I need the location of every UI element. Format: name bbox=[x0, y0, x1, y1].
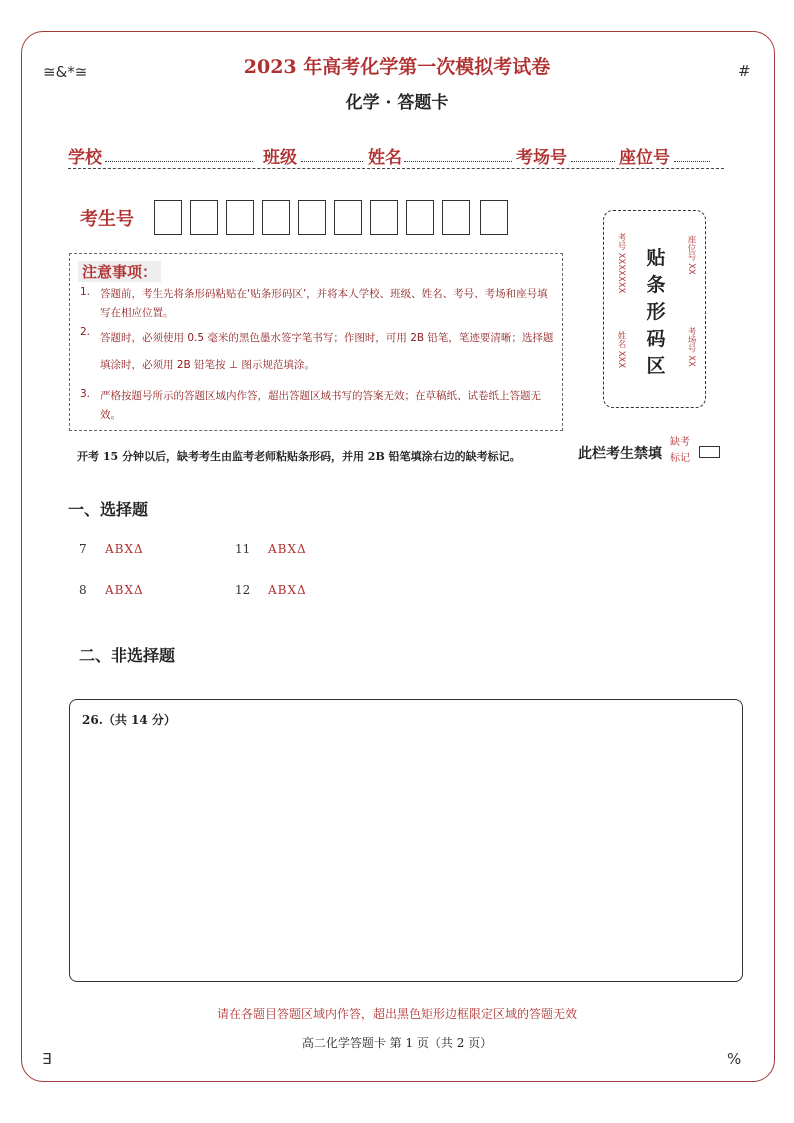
name-field[interactable] bbox=[404, 161, 512, 162]
student-number-label: 考生号 bbox=[80, 209, 134, 230]
question-options[interactable]: ABXΔ bbox=[105, 542, 144, 556]
question-number: 7 bbox=[79, 542, 87, 556]
exam-room-field[interactable] bbox=[571, 161, 615, 162]
notice-title: 注意事项： bbox=[78, 261, 161, 282]
question-26-heading: 26.（共 14 分） bbox=[82, 713, 176, 727]
question-options[interactable]: ABXΔ bbox=[268, 583, 307, 597]
exam-room-label: 考场号 bbox=[516, 148, 567, 168]
notice-item-text: 答题时，必须使用 0.5 毫米的黑色墨水签字笔书写；作图时，可用 2B 铅笔，笔迹要清晰；选择题填涂时，必须用 2B 铅笔按 ⊥ 图示规范填涂。 bbox=[100, 332, 554, 371]
student-number-box[interactable] bbox=[480, 200, 508, 235]
barcode-area[interactable] bbox=[603, 210, 706, 408]
student-info-row bbox=[68, 143, 724, 168]
question-number: 12 bbox=[235, 583, 251, 597]
proctor-note: 开考 15 分钟以后，缺考考生由监考老师粘贴条形码，并用 2B 铅笔填涂右边的缺考标记。 bbox=[77, 450, 521, 463]
corner-mark-bottom-left: ∃ bbox=[42, 1050, 52, 1068]
student-number-box[interactable] bbox=[190, 200, 218, 235]
question-number: 11 bbox=[235, 542, 251, 556]
answer-area-warning: 请在各题目答题区域内作答，超出黑色矩形边框限定区域的答题无效 bbox=[216, 1007, 577, 1021]
section-choice-title: 一、选择题 bbox=[68, 500, 149, 519]
seat-label: 座位号 bbox=[619, 148, 670, 168]
class-field[interactable] bbox=[301, 161, 363, 162]
barcode-seat: 座位号 XX bbox=[686, 235, 696, 275]
student-number-box[interactable] bbox=[370, 200, 398, 235]
seat-field[interactable] bbox=[674, 161, 710, 162]
question-number: 8 bbox=[79, 583, 87, 597]
notice-item-text: 答题前，考生先将条形码粘贴在‘贴条形码区’，并将本人学校、班级、姓名、考号、考场和座号填写在相应位置。 bbox=[100, 288, 548, 319]
question-options[interactable]: ABXΔ bbox=[268, 542, 307, 556]
corner-mark-bottom-right: % bbox=[727, 1050, 742, 1068]
exam-title: 2023 年高考化学第一次模拟考试卷 bbox=[243, 56, 551, 78]
answer-sheet-subtitle: 化学 · 答题卡 bbox=[345, 93, 449, 113]
notice-item-number: 1. bbox=[80, 286, 91, 298]
notice-item-text: 严格按题号所示的答题区域内作答，超出答题区域书写的答案无效；在草稿纸、试卷纸上答题无效。 bbox=[100, 390, 541, 421]
forbidden-label: 此栏考生禁填 bbox=[578, 446, 662, 462]
barcode-name: 姓名 XXX bbox=[616, 331, 626, 369]
corner-mark-top-right: # bbox=[738, 62, 751, 80]
name-label: 姓名 bbox=[368, 148, 402, 168]
student-number-box[interactable] bbox=[442, 200, 470, 235]
answer-area-q26[interactable] bbox=[69, 699, 743, 982]
school-label: 学校 bbox=[68, 148, 102, 168]
notice-item-number: 3. bbox=[80, 388, 91, 400]
barcode-area-label: 贴条形码区 bbox=[646, 247, 666, 377]
info-separator bbox=[68, 168, 724, 169]
class-label: 班级 bbox=[263, 148, 297, 168]
school-field[interactable] bbox=[105, 161, 253, 162]
barcode-room: 考场号 XX bbox=[686, 327, 696, 367]
barcode-exam-number: 考号 XXXXXXX bbox=[616, 233, 626, 294]
student-number-box[interactable] bbox=[226, 200, 254, 235]
student-number-box[interactable] bbox=[262, 200, 290, 235]
absent-mark-box[interactable] bbox=[699, 446, 720, 458]
notice-item-number: 2. bbox=[80, 326, 91, 338]
question-options[interactable]: ABXΔ bbox=[105, 583, 144, 597]
notice-box bbox=[69, 253, 563, 431]
student-number-box[interactable] bbox=[298, 200, 326, 235]
corner-mark-top-left: ≅&*≅ bbox=[43, 63, 88, 81]
page-number: 高二化学答题卡 第 1 页（共 2 页） bbox=[301, 1036, 493, 1050]
student-number-box[interactable] bbox=[406, 200, 434, 235]
absent-mark-label: 缺考标记 bbox=[670, 437, 690, 464]
student-number-box[interactable] bbox=[334, 200, 362, 235]
student-number-box[interactable] bbox=[154, 200, 182, 235]
section-nonchoice-title: 二、非选择题 bbox=[79, 646, 176, 665]
